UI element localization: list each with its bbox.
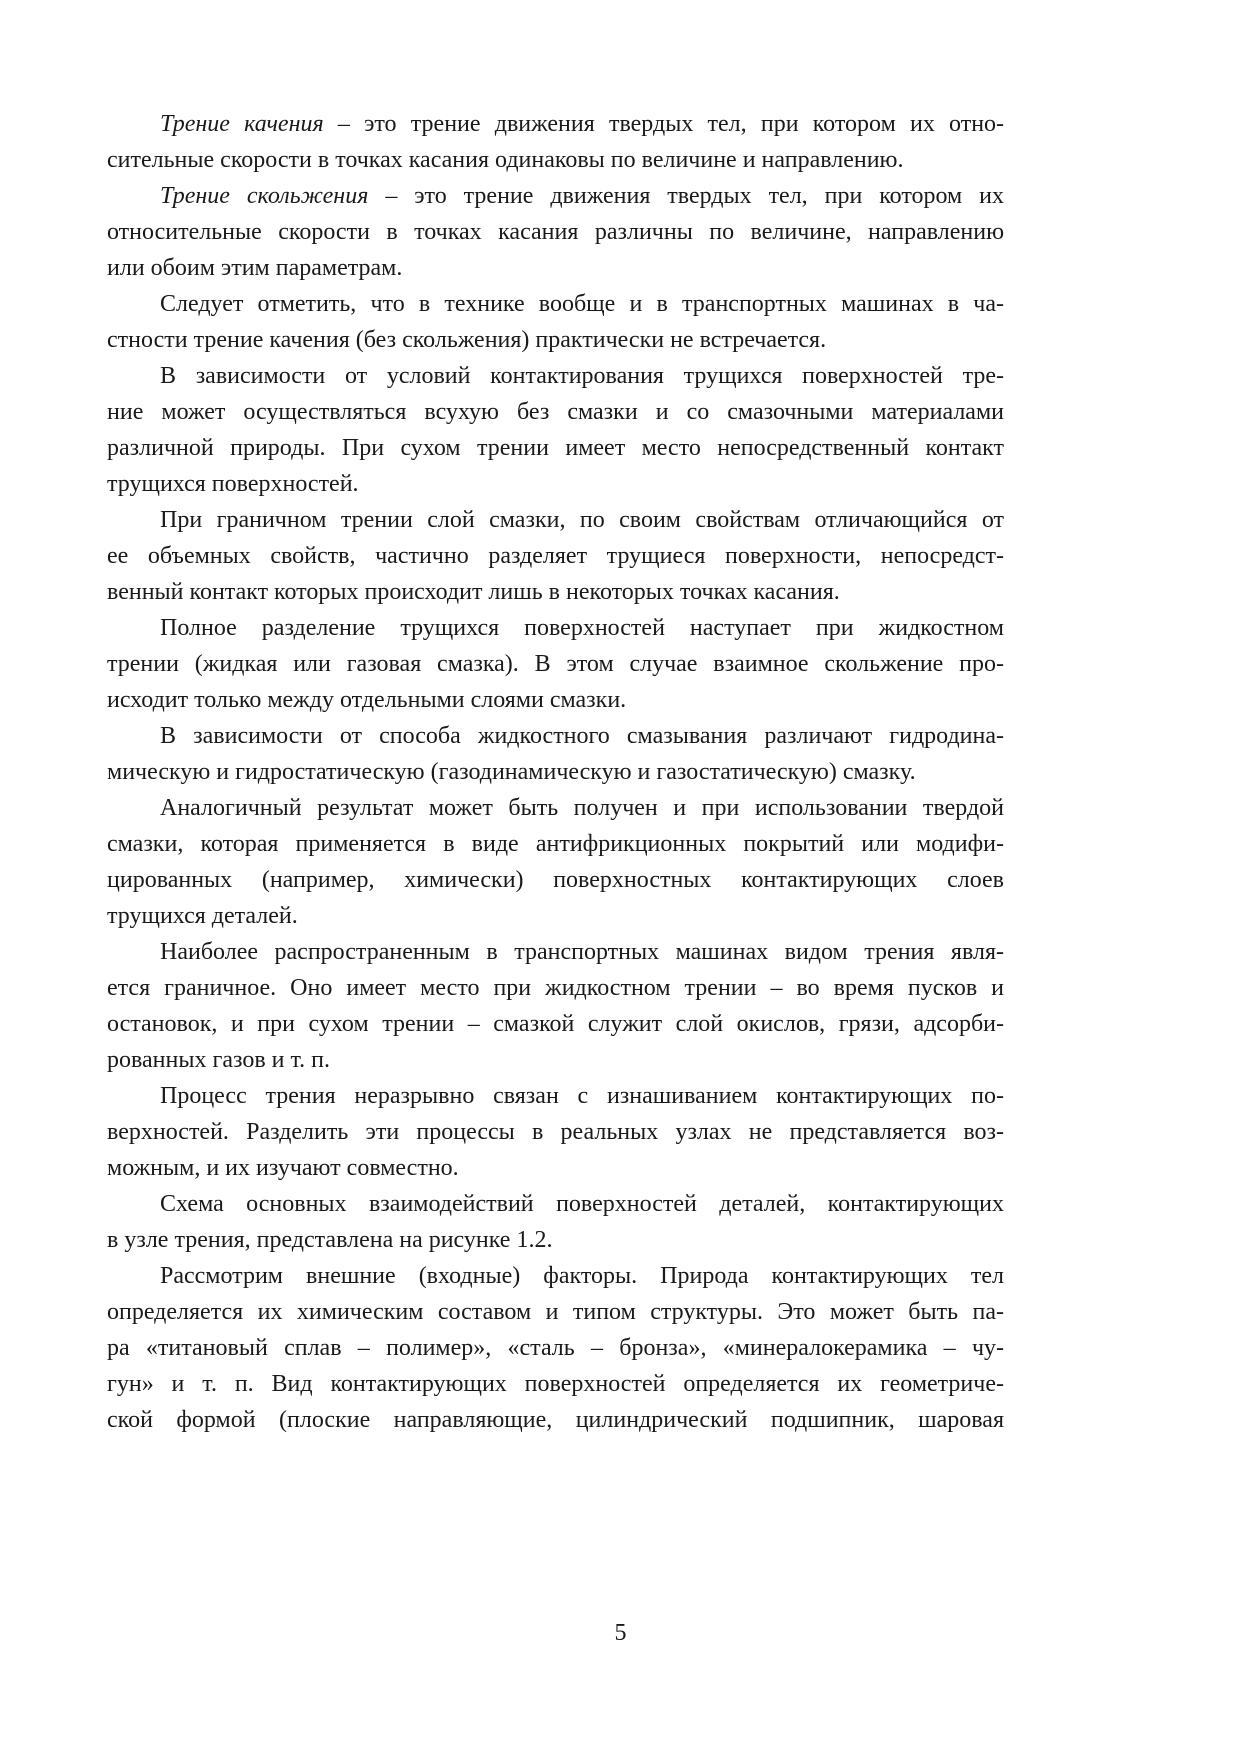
text-line: [107, 898, 1004, 934]
line-text: Полное разделение трущихся поверхностей наступает при жидкостном: [160, 615, 1004, 641]
paragraph: [107, 1078, 1004, 1186]
paragraph: [107, 718, 1004, 790]
paragraph: [107, 790, 1004, 934]
line-text: мическую и гидростатическую (газодинамическую и газостатическую) смазку.: [107, 759, 916, 785]
text-line: [107, 790, 1004, 826]
line-text: – это трение движения твердых тел, при котором их отно-: [337, 111, 1005, 137]
line-text: трущихся поверхностей.: [107, 471, 359, 497]
text-line: [107, 1366, 1004, 1402]
text-line: [107, 538, 1004, 574]
paragraph: [107, 934, 1004, 1078]
paragraph: [107, 358, 1004, 502]
line-text: остановок, и при сухом трении – смазкой служит слой окислов, грязи, адсорби-: [107, 1011, 1004, 1037]
line-text: рованных газов и т. п.: [107, 1047, 331, 1073]
text-line: [107, 754, 1004, 790]
line-text: или обоим этим параметрам.: [107, 255, 403, 281]
line-text: относительные скорости в точках касания различны по величине, направлению: [107, 219, 1004, 245]
line-text: трущихся деталей.: [107, 903, 298, 929]
line-text: гун» и т. п. Вид контактирующих поверхностей определяется их геометриче-: [107, 1371, 1004, 1397]
page-number: 5: [614, 1620, 627, 1646]
text-line: [107, 718, 1004, 754]
text-line: [107, 322, 1004, 358]
text-line: [107, 826, 1004, 862]
paragraph: [107, 1186, 1004, 1258]
term-italic: Трение скольжения: [160, 183, 369, 209]
text-line: [107, 358, 1004, 394]
line-text: цированных (например, химически) поверхностных контактирующих слоев: [107, 867, 1004, 893]
text-line: [107, 502, 1004, 538]
line-text: трении (жидкая или газовая смазка). В этом случае взаимное скольжение про-: [107, 651, 1004, 677]
text-line: [107, 1222, 1004, 1258]
text-line: [107, 286, 1004, 322]
text-line: [107, 1186, 1004, 1222]
text-line: [107, 106, 1004, 142]
text-line: [107, 178, 1004, 214]
text-line: [107, 214, 1004, 250]
line-text: сительные скорости в точках касания одинаковы по величине и направлению.: [107, 147, 904, 173]
paragraph: [107, 106, 1004, 178]
line-text: ее объемных свойств, частично разделяет трущиеся поверхности, непосредст-: [107, 543, 1004, 569]
line-text: ра «титановый сплав – полимер», «сталь – бронза», «минералокерамика – чу-: [107, 1335, 1004, 1361]
text-line: [107, 142, 1004, 178]
line-text: венный контакт которых происходит лишь в некоторых точках касания.: [107, 579, 840, 605]
text-line: [107, 862, 1004, 898]
paragraph: [107, 178, 1004, 286]
line-text: определяется их химическим составом и типом структуры. Это может быть па-: [107, 1299, 1004, 1325]
line-text: Схема основных взаимодействий поверхностей деталей, контактирующих: [160, 1191, 1004, 1217]
line-text: Процесс трения неразрывно связан с изнашиванием контактирующих по-: [160, 1083, 1004, 1109]
line-text: исходит только между отдельными слоями смазки.: [107, 687, 627, 713]
line-text: различной природы. При сухом трении имеет место непосредственный контакт: [107, 435, 1004, 461]
line-text: Рассмотрим внешние (входные) факторы. Природа контактирующих тел: [160, 1263, 1004, 1289]
text-line: [107, 430, 1004, 466]
line-text: верхностей. Разделить эти процессы в реальных узлах не представляется воз-: [107, 1119, 1004, 1145]
text-line: [107, 1114, 1004, 1150]
text-line: [107, 1330, 1004, 1366]
text-line: [107, 1402, 1004, 1438]
paragraph: [107, 286, 1004, 358]
line-text: ние может осуществляться всухую без смазки и со смазочными материалами: [107, 399, 1004, 425]
text-line: [107, 1258, 1004, 1294]
line-text: смазки, которая применяется в виде антифрикционных покрытий или модифи-: [107, 831, 1004, 857]
line-text: В зависимости от условий контактирования трущихся поверхностей тре-: [160, 363, 1004, 389]
line-text: стности трение качения (без скольжения) практически не встречается.: [107, 327, 827, 353]
text-line: [107, 610, 1004, 646]
text-line: [107, 1150, 1004, 1186]
line-text: ской формой (плоские направляющие, цилиндрический подшипник, шаровая: [107, 1407, 1004, 1433]
paragraph: [107, 502, 1004, 610]
text-line: [107, 1042, 1004, 1078]
line-text: ется граничное. Оно имеет место при жидкостном трении – во время пусков и: [107, 975, 1004, 1001]
text-line: [107, 1006, 1004, 1042]
line-text: При граничном трении слой смазки, по своим свойствам отличающийся от: [160, 507, 1004, 533]
body-text: [107, 106, 1004, 1438]
text-line: [107, 466, 1004, 502]
line-text: В зависимости от способа жидкостного смазывания различают гидродина-: [160, 723, 1004, 749]
line-text: Наиболее распространенным в транспортных машинах видом трения явля-: [160, 939, 1004, 965]
text-line: [107, 934, 1004, 970]
text-line: [107, 970, 1004, 1006]
line-text: в узле трения, представлена на рисунке 1.2.: [107, 1227, 553, 1253]
text-line: [107, 1294, 1004, 1330]
text-line: [107, 682, 1004, 718]
line-text: можным, и их изучают совместно.: [107, 1155, 459, 1181]
line-text: – это трение движения твердых тел, при котором их: [385, 183, 1005, 209]
line-text: Аналогичный результат может быть получен и при использовании твердой: [160, 795, 1004, 821]
line-text: Следует отметить, что в технике вообще и в транспортных машинах в ча-: [160, 291, 1004, 317]
text-line: [107, 394, 1004, 430]
paragraph: [107, 610, 1004, 718]
paragraph: [107, 1258, 1004, 1438]
text-line: [107, 1078, 1004, 1114]
text-line: [107, 574, 1004, 610]
term-italic: Трение качения: [160, 111, 324, 137]
text-line: [107, 646, 1004, 682]
text-line: [107, 250, 1004, 286]
